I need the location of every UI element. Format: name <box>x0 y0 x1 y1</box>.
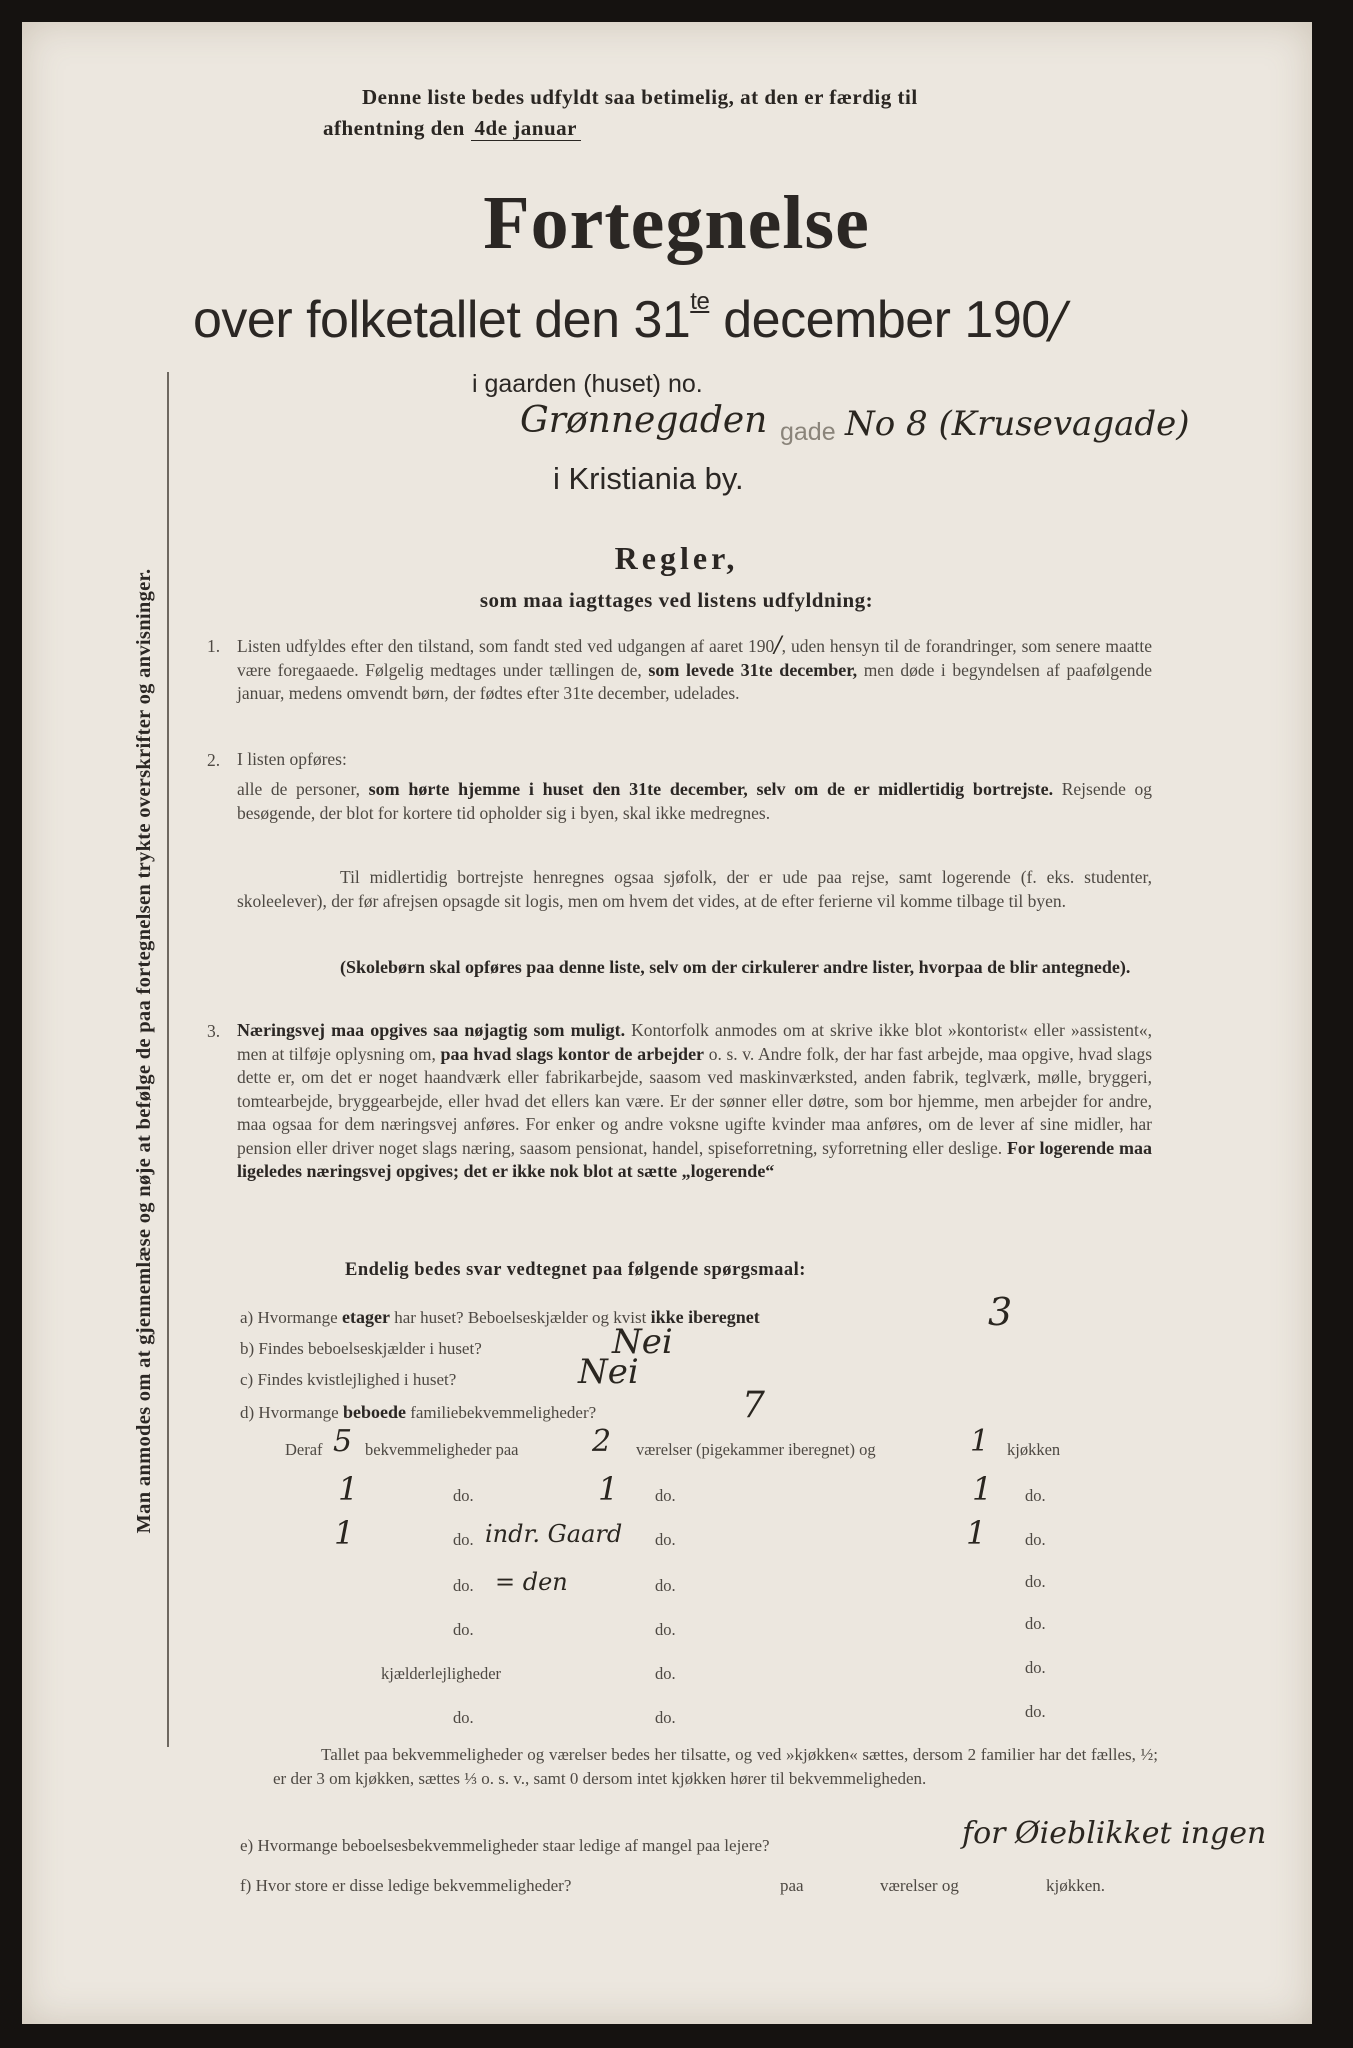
rule-3-b: Kontorfolk anmodes om at skrive ikke blot »kontorist« eller »assistent«, men at tilføje oplysning om, <box>237 1020 1152 1064</box>
row5-do-2: do. <box>655 1664 676 1683</box>
row1-rooms-handwritten: 1 <box>598 1470 619 1508</box>
row6-do-3: do. <box>1025 1702 1046 1721</box>
row3-do-3: do. <box>1025 1572 1046 1591</box>
rule-3-e: For logerende maa ligeledes næringsvej opgives; det er ikke nok blot at sætte „logerende“ <box>237 1137 1153 1181</box>
rule-1-text <box>237 634 1152 706</box>
rule-2-c: Rejsende og besøgende, der blot for kortere tid opholder sig i byen, skal ikke medregnes. <box>237 779 1153 823</box>
question-a-t2: etager <box>341 1307 390 1327</box>
rule-1-number: 1. <box>207 636 221 656</box>
row3-rooms-handwritten: = den <box>495 1568 568 1596</box>
row2-count-handwritten: 1 <box>334 1514 355 1552</box>
question-f-kjok: kjøkken. <box>1046 1876 1106 1895</box>
question-f-text: Hvor store er disse ledige bekvemmeligheder? <box>255 1876 572 1895</box>
rule-2-paragraph-3 <box>237 956 1152 980</box>
notice-line-1: Denne liste bedes udfyldt saa betimelig, at den er færdig til <box>362 85 918 109</box>
answer-d-handwritten: 7 <box>742 1385 765 1426</box>
rule-3-d: o. s. v. Andre folk, der har fast arbejde, maa opgive, hvad slags dette er, om det er noget haandværk eller fabrikarbejde, saasom ved maskinværksted, anden fabrik, teglværk, mølle, bryggeri, tomtearbejde, bryggearbejde, eller hvad det ellers kan være. Er der sønner eller døtre, som bor hjemme, men arbejder for andre, maa ogsaa for dem næringsvej anføres. For enker og andre voksne ugifte kvinder maa anføres, om de lever af sine midler, har pension eller driver noget slags næring, saasom pensionat, handel, spiseforretning, syforretning eller deslige. <box>237 1043 1153 1158</box>
row6-do-1: do. <box>453 1708 474 1727</box>
table-kjok-label: kjøkken <box>1007 1440 1061 1459</box>
questions-intro: Endelig bedes svar vedtegnet paa følgende spørgsmaal: <box>345 1260 806 1280</box>
row2-kitchen-handwritten: 1 <box>966 1514 987 1552</box>
row5-do-3: do. <box>1025 1658 1046 1677</box>
rule-1-year-handwritten: / <box>774 633 782 658</box>
subtitle-sup: te <box>690 288 710 315</box>
question-d-letter: d) <box>240 1403 255 1422</box>
address-label: i gaarden (huset) no. <box>472 370 703 398</box>
row2-do-2: do. <box>655 1530 676 1549</box>
question-d-t3: familiebekvemmeligheder? <box>410 1403 597 1422</box>
question-f-paa: paa <box>780 1876 804 1895</box>
row2-rooms-handwritten: indr. Gaard <box>485 1520 623 1548</box>
table-deraf: Deraf <box>285 1440 323 1459</box>
subtitle <box>193 288 1066 350</box>
row1-do-2: do. <box>655 1486 676 1505</box>
row0-count-handwritten: 5 <box>333 1424 353 1459</box>
row3-do-1: do. <box>453 1576 474 1595</box>
question-a <box>240 1307 760 1328</box>
question-a-t4: ikke iberegnet <box>650 1307 760 1327</box>
year-handwritten: / <box>1049 291 1067 349</box>
rule-2-p3: (Skolebørn skal opføres paa denne liste, selv om der cirkulerer andre lister, hvorpaa de blir antegnede). <box>340 957 1131 977</box>
answer-c-handwritten: Nei <box>578 1352 639 1392</box>
table-vaer-label: værelser (pigekammer iberegnet) og <box>636 1440 876 1459</box>
rule-3-a: Næringsvej maa opgives saa nøjagtig som muligt. <box>237 1020 626 1040</box>
side-rule-line <box>167 372 169 1747</box>
question-e <box>240 1836 770 1856</box>
row1-do-3: do. <box>1025 1486 1046 1505</box>
rule-2-number: 2. <box>207 750 221 770</box>
row1-count-handwritten: 1 <box>338 1470 359 1508</box>
rule-2-paragraph-2: Til midlertidig bortrejste henregnes ogsaa sjøfolk, der er ude paa rejse, samt logerende (f. eks. studenter, skoleelever), der før afrejsen opsagde sit logis, men om hvem det vides, at de efter ferierne vil komme tilbage til byen. <box>237 867 1152 911</box>
question-d-t1: Hvormange <box>258 1403 339 1422</box>
row2-do-3: do. <box>1025 1530 1046 1549</box>
question-d <box>240 1402 596 1423</box>
page-title: Fortegnelse <box>483 181 870 265</box>
row2-do-1: do. <box>453 1530 474 1549</box>
city-line: i Kristiania by. <box>553 461 744 496</box>
question-b-text: Findes beboelseskjælder i huset? <box>258 1339 482 1358</box>
question-c-letter: c) <box>240 1370 254 1389</box>
subtitle-text: over folketallet den 31 <box>193 291 691 349</box>
row0-kitchen-handwritten: 1 <box>970 1424 990 1459</box>
question-a-letter: a) <box>240 1308 254 1327</box>
printed-gade: gade <box>780 418 836 446</box>
question-b <box>240 1339 482 1359</box>
row4-do-3: do. <box>1025 1614 1046 1633</box>
rule-2-b: som hørte hjemme i huset den 31te december, selv om de er midlertidig bortrejste. <box>368 779 1054 799</box>
notice-line-2 <box>323 113 581 144</box>
side-note-vertical: Man anmodes om at gjennemlæse og nøje at befølge de paa fortegnelsen trykte overskrifter og anvisninger. <box>133 568 155 1534</box>
answer-e-handwritten: for Øieblikket ingen <box>962 1816 1267 1851</box>
question-e-letter: e) <box>240 1836 254 1855</box>
question-d-t2: beboede <box>342 1402 406 1422</box>
rule-1-d: men døde i begyndelsen af paafølgende januar, medens omvendt børn, der fødtes efter 31te december, udelades. <box>237 659 1153 703</box>
question-a-t1: Hvormange <box>257 1308 338 1327</box>
question-c-text: Findes kvistlejlighed i huset? <box>257 1370 457 1389</box>
street-handwritten: Grønnegaden <box>520 400 768 441</box>
house-number-handwritten: No 8 (Krusevagade) <box>845 404 1190 444</box>
question-f-letter: f) <box>240 1876 252 1895</box>
rules-subheading: som maa iagttages ved listens udfyldning: <box>479 588 874 612</box>
question-a-t3: har huset? Beboelseskjælder og kvist <box>394 1308 647 1327</box>
row5-kjaelder: kjælderlejligheder <box>381 1664 502 1683</box>
rule-1-b: , uden hensyn til de forandringer, som senere maatte være foregaaede. Følgelig medtages under tællingen de, <box>237 636 1152 680</box>
row1-do-1: do. <box>453 1486 474 1505</box>
rule-2-a: alle de personer, <box>237 779 360 799</box>
rule-3-text <box>237 1019 1152 1184</box>
question-c <box>240 1370 456 1390</box>
question-f <box>240 1876 571 1896</box>
row4-do-1: do. <box>453 1620 474 1639</box>
row4-do-2: do. <box>655 1620 676 1639</box>
rule-3-number: 3. <box>207 1021 221 1041</box>
table-footnote: Tallet paa bekvemmeligheder og værelser bedes her tilsatte, og ved »kjøkken« sættes, dersom 2 familier har det fælles, ½; er der 3 om kjøkken, sættes ⅓ o. s. v., samt 0 dersom intet kjøkken hører til bekvemmeligheden. <box>273 1745 1158 1788</box>
question-b-letter: b) <box>240 1339 255 1358</box>
rule-2-intro: I listen opføres: <box>237 749 347 769</box>
subtitle-text-2: december 190 <box>723 291 1050 349</box>
rules-heading: Regler, <box>614 540 739 576</box>
row0-rooms-handwritten: 2 <box>592 1424 612 1459</box>
question-f-vaer: værelser og <box>880 1876 959 1895</box>
answer-a-handwritten: 3 <box>988 1290 1013 1334</box>
answer-b-handwritten: Nei <box>612 1322 673 1362</box>
row6-do-2: do. <box>655 1708 676 1727</box>
notice-date: 4de januar <box>471 116 581 141</box>
row1-kitchen-handwritten: 1 <box>972 1470 993 1508</box>
rule-2-text <box>237 778 1152 825</box>
rule-1-a: Listen udfyldes efter den tilstand, som fandt sted ved udgangen af aaret 190 <box>237 636 775 656</box>
rule-1-c: som levede 31te december, <box>648 659 858 680</box>
rule-3-c: paa hvad slags kontor de arbejder <box>440 1043 705 1064</box>
question-e-text: Hvormange beboelsesbekvemmeligheder staar ledige af mangel paa lejere? <box>257 1836 770 1855</box>
notice-prefix: afhentning den <box>323 116 465 140</box>
table-bekv-label: bekvemmeligheder paa <box>365 1440 519 1459</box>
row3-do-2: do. <box>655 1576 676 1595</box>
